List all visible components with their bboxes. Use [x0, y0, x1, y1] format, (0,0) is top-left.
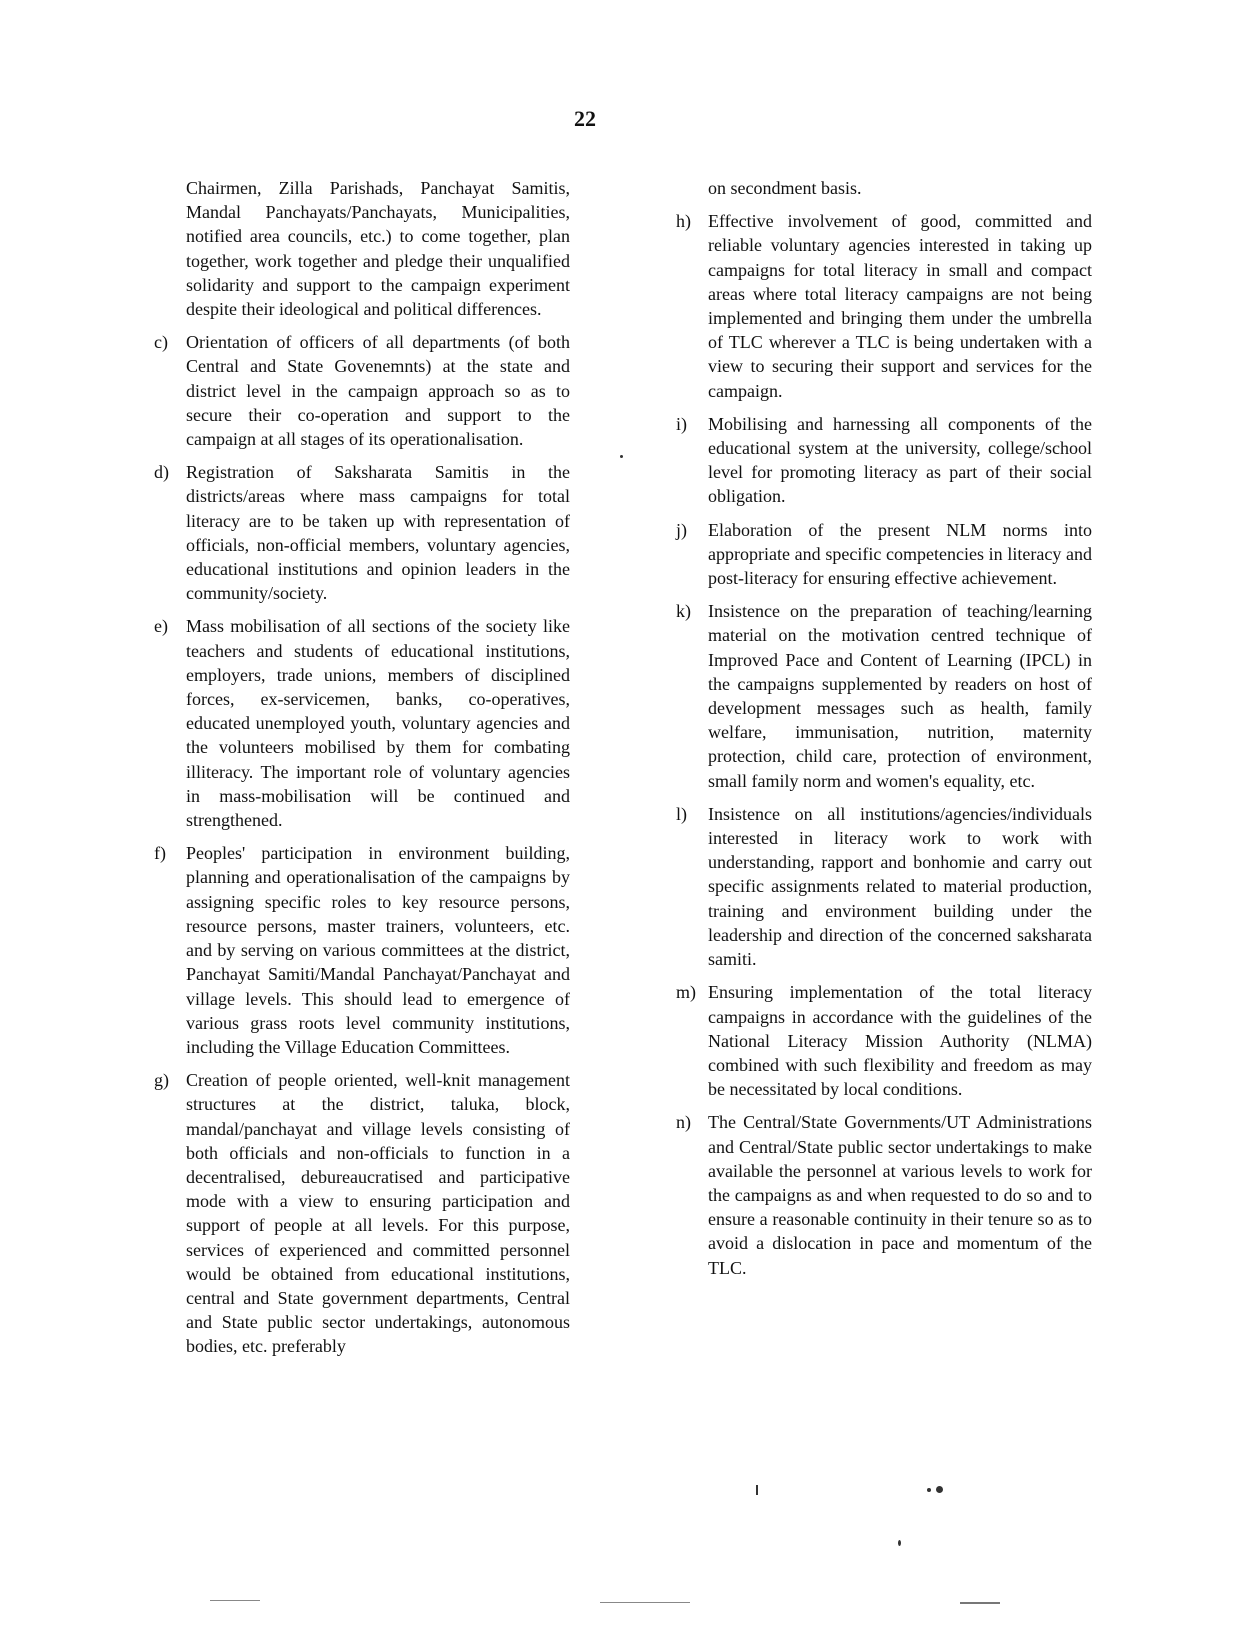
item-text: Mass mobilisation of all sections of the society like teachers and students of educational institutions, employers, trade unions, members of disciplined forces, ex-servicemen, banks, co-operatives, educated unemployed youth, voluntary agencies and the volunteers mobilised by them for combating illiteracy. The important role of voluntary agencies in mass-mobilisation will be continued and strengthened. — [186, 616, 570, 831]
scan-speck — [756, 1485, 758, 1495]
list-item-c — [150, 330, 570, 451]
list-item-e — [150, 614, 570, 832]
scan-speck — [936, 1486, 943, 1493]
item-marker: l) — [676, 803, 687, 824]
item-text: The Central/State Governments/UT Administrations and Central/State public sector undertakings to make available the personnel at various levels to work for the campaigns as and when requested to do so and to ensure a reasonable continuity in their tenure so as to avoid a dislocation in pace and momentum of the TLC. — [708, 1112, 1092, 1278]
item-text: Effective involvement of good, committed and reliable voluntary agencies interested in taking up campaigns for total literacy in small and compact areas where total literacy campaigns are not being implemented and bringing them under the umbrella of TLC wherever a TLC is being undertaken with a view to securing their support and services for the campaign. — [708, 211, 1092, 401]
item-marker: c) — [154, 332, 168, 353]
item-text: Insistence on all institutions/agencies/individuals interested in literacy work to work with understanding, rapport and bonhomie and carry out specific assignments related to material production, training and environment building under the leadership and direction of the concerned saksharata samiti. — [708, 803, 1092, 970]
list-item-n — [672, 1110, 1092, 1279]
item-text: Creation of people oriented, well-knit management structures at the district, taluka, block, mandal/panchayat and village levels consisting of both officials and non-officials to function in a decentralised, debureaucratised and participative mode with a view to ensuring participation and support of people at all levels. For this purpose, services of experienced and committed personnel would be obtained from educational institutions, central and State government departments, Central and State public sector undertakings, autonomous bodies, etc. preferably — [186, 1070, 570, 1357]
left-continuation: Chairmen, Zilla Parishads, Panchayat Samitis, Mandal Panchayats/Panchayats, Municipalities, notified area councils, etc.) to come together, plan together, work together and pledge their unqualified solidarity and support to the campaign experiment despite their ideological and political differences. — [186, 178, 570, 320]
item-marker: n) — [676, 1112, 691, 1133]
left-column — [150, 176, 570, 1368]
item-marker: m) — [676, 982, 696, 1003]
list-item-h — [672, 209, 1092, 403]
scan-speck — [210, 1600, 260, 1601]
list-item-j — [672, 518, 1092, 591]
list-item-g — [150, 1068, 570, 1358]
right-column — [672, 176, 1092, 1289]
list-item-l — [672, 802, 1092, 971]
item-text: Peoples' participation in environment building, planning and operationalisation of the campaigns by assigning specific roles to key resource persons, resource persons, master trainers, volunteers, etc. and by serving on various committees at the district, Panchayat Samiti/Mandal Panchayat/Panchayat and village levels. This should lead to emergence of various grass roots level community institutions, including the Village Education Committees. — [186, 843, 570, 1057]
item-text: Registration of Saksharata Samitis in the districts/areas where mass campaigns for total literacy are to be taken up with representation of officials, non-official members, voluntary agencies, educational institutions and opinion leaders in the community/society. — [186, 462, 570, 604]
item-text: Orientation of officers of all departments (of both Central and State Govenemnts) at the state and district level in the campaign approach so as to secure their co-operation and support to the campaign at all stages of its operationalisation. — [186, 332, 570, 450]
right-continuation: on secondment basis. — [708, 178, 862, 198]
list-item-d — [150, 460, 570, 605]
item-marker: e) — [154, 616, 168, 637]
list-item-i — [672, 412, 1092, 509]
list-item-f — [150, 841, 570, 1059]
scan-speck — [898, 1540, 901, 1546]
list-item-m — [672, 980, 1092, 1101]
scan-speck — [960, 1602, 1000, 1604]
scan-speck — [927, 1488, 931, 1492]
item-text: Ensuring implementation of the total literacy campaigns in accordance with the guidelines of the National Literacy Mission Authority (NLMA) combined with such flexibility and freedom as may be necessitated by local conditions. — [708, 982, 1092, 1100]
item-marker: d) — [154, 462, 169, 483]
page-number: 22 — [574, 106, 596, 131]
item-marker: i) — [676, 413, 687, 434]
item-marker: j) — [676, 519, 687, 540]
list-item-k — [672, 599, 1092, 793]
scan-speck — [600, 1602, 690, 1603]
item-marker: g) — [154, 1070, 169, 1091]
item-marker: k) — [676, 601, 691, 622]
item-text: Mobilising and harnessing all components of the educational system at the university, college/school level for promoting literacy as part of their social obligation. — [708, 413, 1092, 507]
item-marker: f) — [154, 843, 166, 864]
item-marker: h) — [676, 211, 691, 232]
item-text: Elaboration of the present NLM norms into appropriate and specific competencies in literacy and post-literacy for ensuring effective achievement. — [708, 519, 1092, 589]
item-text: Insistence on the preparation of teaching/learning material on the motivation centred technique of Improved Pace and Content of Learning (IPCL) in the campaigns supplemented by readers on host of development messages such as health, family welfare, immunisation, nutrition, maternity protection, child care, protection of environment, small family norm and women's equality, etc. — [708, 601, 1092, 791]
scan-speck — [620, 455, 623, 458]
